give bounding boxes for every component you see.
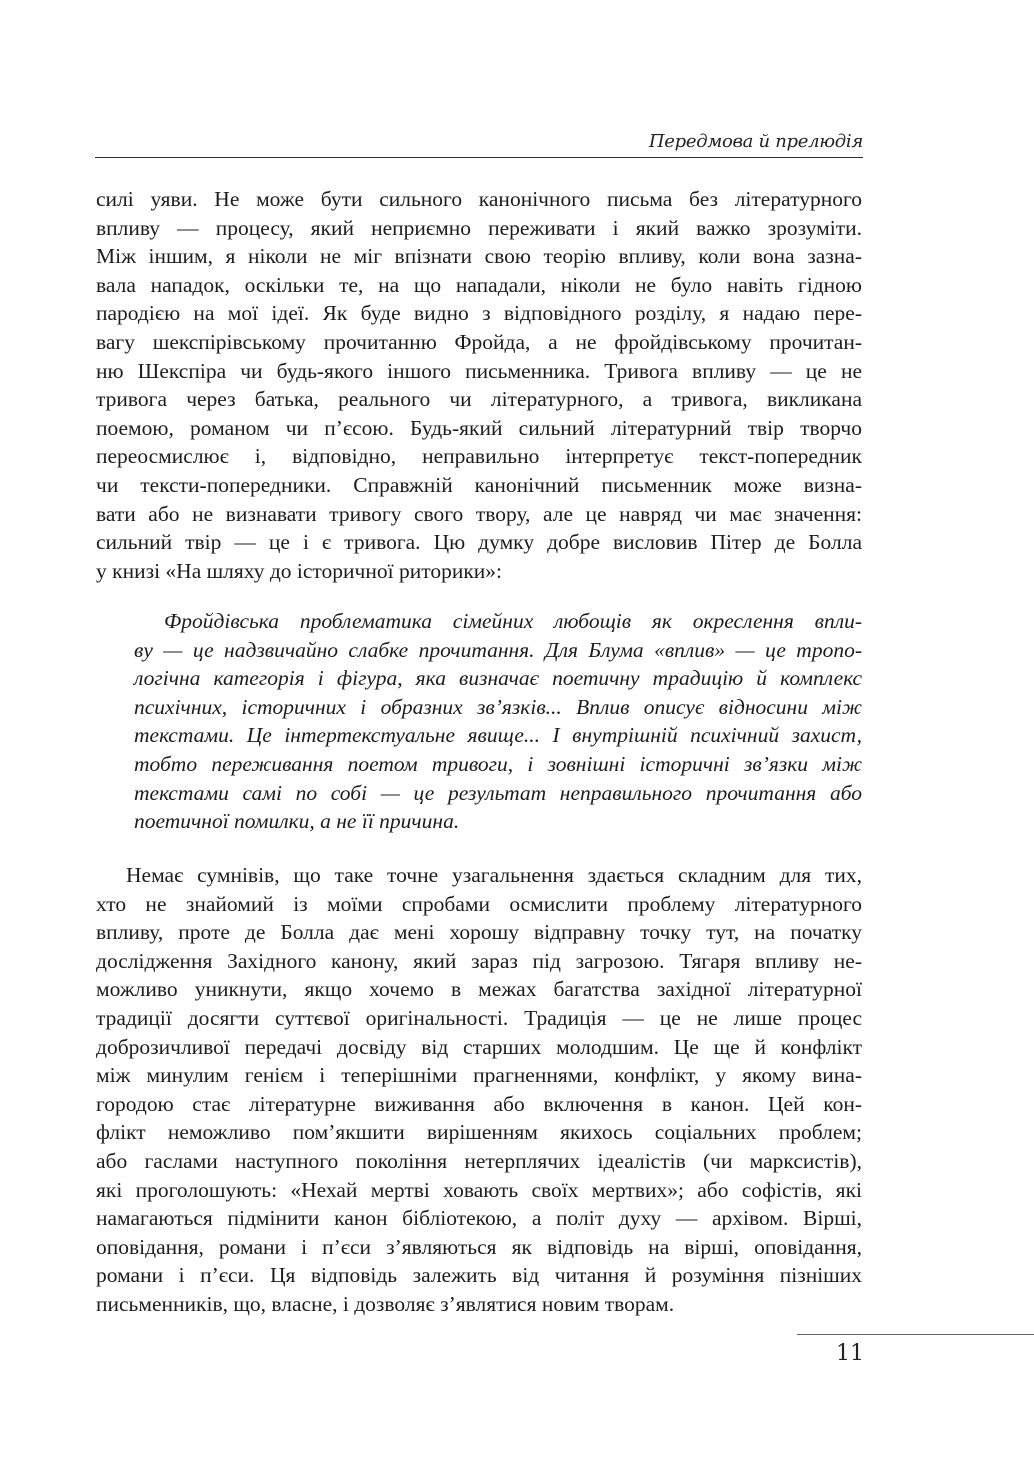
text-line: чи тексти-попередники. Справжній канонічний письменник може визна- [96,472,862,497]
text-line: переосмислює і, відповідно, неправильно інтерпретує текст-попередник [96,444,862,469]
quote-line: логічна категорія і фігура, яка визначає поетичну традицію й комплекс [134,666,862,691]
text-line: городою стає літературне виживання або включення в канон. Цей кон- [96,1091,862,1116]
footer-rule [797,1334,1034,1335]
text-line: намагаються підмінити канон бібліотекою, а політ духу — архівом. Вірші, [96,1206,862,1231]
page-number: 11 [836,1341,864,1366]
text-line: тривога через батька, реального чи літературного, а тривога, викликана [96,387,862,412]
text-line: оповідання, романи і п’єси з’являються як відповідь на вірші, оповідання, [96,1234,862,1259]
block-quote [134,607,862,836]
text-line: Між іншим, я ніколи не міг впізнати свою теорію впливу, коли вона зазна- [96,244,862,269]
quote-line: текстами самі по собі — це результат неправильного прочитання або [134,780,862,805]
quote-line: тобто переживання поетом тривоги, і зовнішні історичні зв’язки між [134,751,862,776]
text-line: впливу, проте де Болла дає мені хорошу відправну точку тут, на початку [96,920,862,945]
text-line: у книзі «На шляху до історичної риторики»: [96,558,503,583]
quote-line: Фройдівська проблематика сімейних любощів як окреслення впли- [164,609,862,633]
text-line: романи і п’єси. Ця відповідь залежить від читання й розуміння пізніших [96,1263,862,1288]
text-line: між минулим генієм і теперішніми прагненнями, конфлікт, у якому вина- [96,1063,862,1088]
text-line: флікт неможливо пом’якшити вирішенням якихось соціальних проблем; [96,1120,862,1145]
text-line: Немає сумнівів, що таке точне узагальнення здається складним для тих, [126,863,862,887]
text-line: хто не знайомий із моїми спробами осмислити проблему літературного [96,891,862,916]
text-line: силі уяви. Не може бути сильного канонічного письма без літературного [96,187,862,211]
text-line: вала нападок, оскільки те, на що нападали, ніколи не було навіть гідною [96,272,862,297]
text-line: дослідження Західного канону, який зараз під загрозою. Тягаря впливу не- [96,948,862,973]
paragraph-1 [96,185,862,585]
text-line: або гаслами наступного покоління нетерплячих ідеалістів (чи марксистів), [96,1148,862,1173]
quote-line: поетичної помилки, а не її причина. [134,809,460,834]
text-line: вагу шекспірівському прочитанню Фройда, а не фройдівському прочитан- [96,329,862,354]
text-line: традиції досягти суттєвої оригінальності. Традиція — це не лише процес [96,1005,862,1030]
quote-line: ву — це надзвичайно слабке прочитання. Для Блума «вплив» — це тропо- [134,637,862,662]
text-line: впливу — процесу, який неприємно переживати і який важко зрозуміти. [96,215,862,240]
text-line: які проголошують: «Нехай мертві ховають своїх мертвих»; або софістів, які [96,1177,862,1202]
text-line: письменників, що, власне, і дозволяє з’являтися новим творам. [96,1291,675,1316]
header-rule [95,157,863,158]
text-line: поемою, романом чи п’єсою. Будь-який сильний літературний твір творчо [96,415,862,440]
text-line: сильний твір — це і є тривога. Цю думку добре висловив Пітер де Болла [96,530,862,555]
text-line: пародією на мої ідеї. Як буде видно з відповідного розділу, я надаю пере- [96,301,862,326]
text-line: ню Шекспіра чи будь-якого іншого письменника. Тривога впливу — це не [96,358,862,383]
running-head: Передмова й прелюдія [648,131,863,152]
text-line: доброзичливої передачі досвіду від старших молодшим. Це ще й конфлікт [96,1034,862,1059]
text-line: можливо уникнути, якщо хочемо в межах багатства західної літературної [96,977,862,1002]
text-line: вати або не визнавати тривогу свого твору, але це навряд чи має значення: [96,501,862,526]
quote-line: психічних, історичних і образних зв’язків... Вплив описує відносини між [134,694,862,719]
paragraph-2 [96,861,862,1319]
quote-line: текстами. Це інтертекстуальне явище... І внутрішній психічний захист, [134,723,862,748]
